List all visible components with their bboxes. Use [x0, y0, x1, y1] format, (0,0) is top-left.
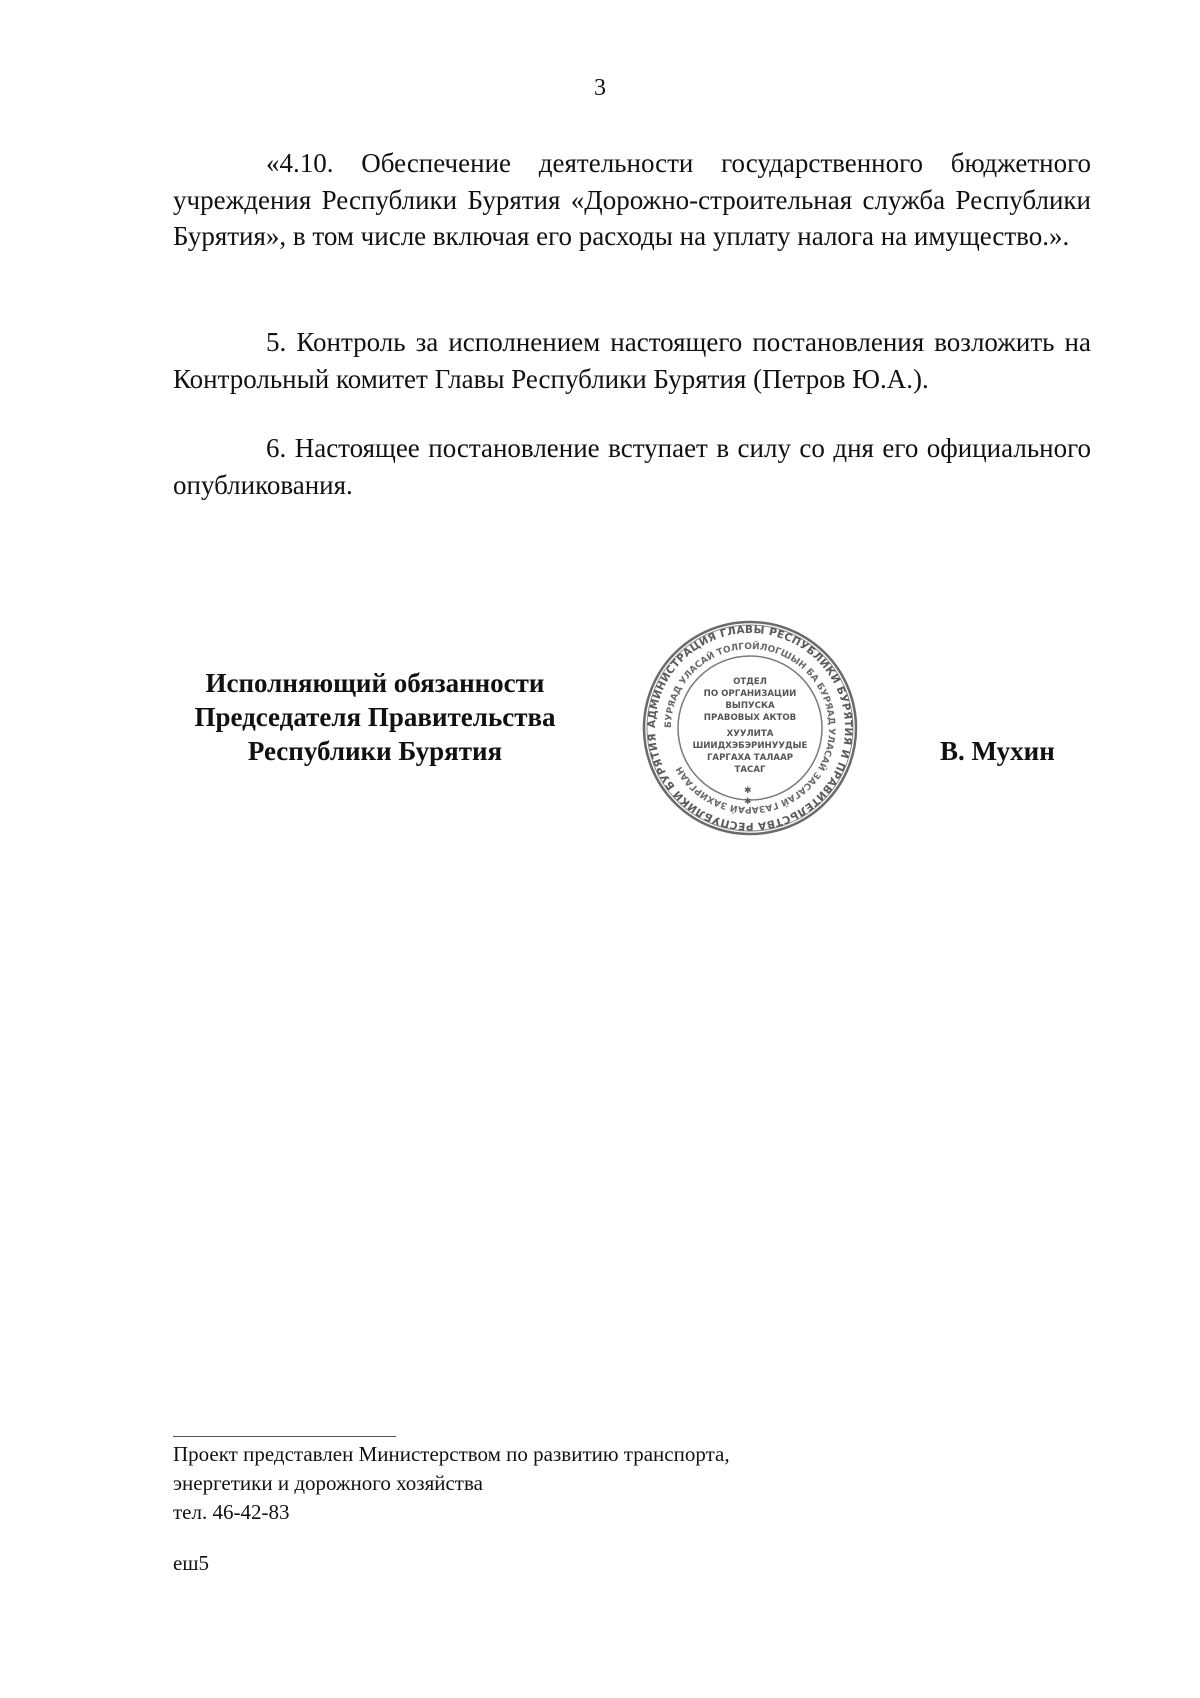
signatory-position-line: Председателя Правительства: [194, 702, 556, 732]
seal-center-line: ПРАВОВЫХ АКТОВ: [703, 713, 797, 723]
signatory-name: В. Мухин: [940, 736, 1055, 766]
paragraph-6: 6. Настоящее постановление вступает в силу со дня его официального опубликования.: [173, 433, 1091, 500]
seal-center-line: ТАСАГ: [734, 765, 766, 775]
seal-center-line: ОТДЕЛ: [733, 677, 767, 687]
seal-outer-text: АДМИНИСТРАЦИЯ ГЛАВЫ РЕСПУБЛИКИ БУРЯТИЯ И ПРАВИТЕЛЬСТВА РЕСПУБЛИКИ БУРЯТИЯ: [645, 623, 855, 833]
footnote-divider: [173, 1436, 396, 1437]
seal-center-line: ВЫПУСКА: [725, 701, 775, 711]
seal-center-line: ГАРГАХА ТАЛААР: [706, 753, 794, 763]
star-icon: ✱: [744, 786, 752, 796]
paragraph-4-10: «4.10. Обеспечение деятельности государственного бюджетного учреждения Республики Бурятия «Дорожно-строительная служба Республики Бурятия», в том числе включая его расходы на уплату налога на имущество.».: [173, 148, 1091, 251]
footnote-line: Проект представлен Министерством по развитию транспорта,: [173, 1442, 730, 1466]
paragraph-5: 5. Контроль за исполнением настоящего постановления возложить на Контрольный комитет Главы Республики Бурятия (Петров Ю.А.).: [173, 327, 1091, 394]
seal-center-line: ХУУЛИТА: [726, 729, 774, 739]
seal-star-icons: [744, 786, 752, 807]
footnote-line: энергетики и дорожного хозяйства: [173, 1471, 483, 1495]
official-seal: [640, 618, 860, 838]
footnote-line: тел. 46-42-83: [173, 1500, 290, 1524]
signatory-position-line: Республики Бурятия: [247, 736, 503, 766]
signatory-position: [150, 666, 600, 768]
seal-middle-text: БУРЯАД УЛАСАЙ ТОЛГОЙЛОГШЫН БА БУРЯАД УЛАСАЙ ЗАСАГАЙ ГАЗАРАЙ ЗАХИРГААН: [663, 641, 837, 815]
signatory-position-line: Исполняющий обязанности: [205, 668, 545, 698]
document-code: еш5: [173, 1551, 209, 1575]
seal-center-line: ПО ОРГАНИЗАЦИИ: [703, 689, 797, 699]
star-icon: ✱: [744, 797, 752, 807]
footnote: [173, 1440, 730, 1527]
page-number: 3: [594, 75, 606, 101]
seal-center-line: ШИИДХЭБЭРИНУУДЫЕ: [692, 741, 808, 751]
